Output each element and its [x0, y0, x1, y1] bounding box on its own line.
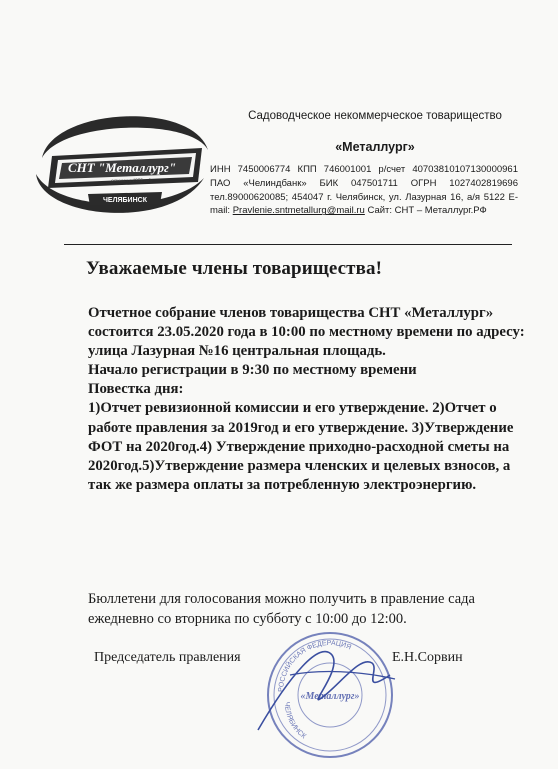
meeting-announcement: Отчетное собрание членов товарищества СНТ «Металлург» состоится 23.05.2020 года в 10:00 по местному времени по адресу: улица Лазурная №16 центральная площадь. — [88, 305, 525, 360]
org-name: «Металлург» — [335, 140, 415, 154]
org-details — [210, 163, 518, 218]
signature-label: Председатель правления — [94, 650, 241, 665]
header-divider — [64, 244, 512, 245]
logo-text: СНТ "Металлург" — [67, 160, 177, 175]
agenda-items: 1)Отчет ревизионной комиссии и его утверждение. 2)Отчет о работе правления за 2019год и его утверждение. 3)Утверждение ФОТ на 2020год.4) Утверждение приходно-расходной сметы на 2020год.5)Утверждение размера членских и целевых взносов, а так же размера оплаты за потребленную электроэнергию. — [88, 400, 514, 493]
org-logo — [22, 100, 214, 228]
stamp-top-text: РОССИЙСКАЯ ФЕДЕРАЦИЯ — [277, 639, 353, 693]
handwritten-signature — [250, 635, 400, 745]
ballots-info: Бюллетени для голосования можно получить в правление сада ежедневно со вторника по субботу с 10:00 до 12:00. — [88, 591, 475, 627]
signatory-name: Е.Н.Сорвин — [392, 650, 463, 665]
registration-time: Начало регистрации в 9:30 по местному времени — [88, 362, 417, 379]
stamp-bottom-text: ЧЕЛЯБИНСК — [282, 701, 308, 741]
agenda-title: Повестка дня: — [88, 381, 184, 398]
stamp-center-text: «Металлург» — [300, 691, 360, 702]
logo-city: ЧЕЛЯБИНСК — [103, 197, 147, 204]
org-email-link[interactable]: Pravlenie.sntmetallurg@mail.ru — [232, 205, 365, 217]
org-requisites: ИНН 7450006774 КПП 746001001 р/счет 40703810107130000961 ПАО «Челиндбанк» БИК 047501711 ОГРН 1027402819696 тел.89000620085; 454047 г. Челябинск, ул. Лазурная 16, а/я 5122 E-mail: — [210, 164, 518, 217]
logo-subtext: основан в 1955 году — [111, 179, 153, 184]
greeting-heading: Уважаемые члены товарищества! — [86, 258, 382, 279]
notice-body — [88, 304, 528, 495]
org-type: Садоводческое некоммерческое товарищество — [248, 110, 502, 122]
org-website: Сайт: СНТ – Металлург.РФ — [364, 205, 487, 217]
